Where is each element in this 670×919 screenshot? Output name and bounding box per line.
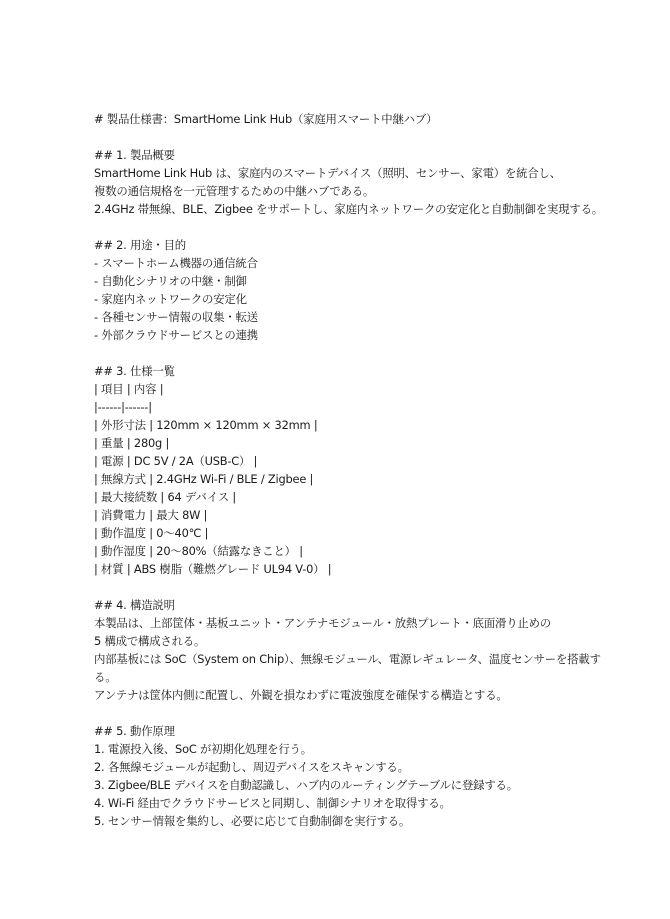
spec-table-separator: |------|------|	[94, 400, 152, 414]
spec-table-row: | 無線方式 | 2.4GHz Wi-Fi / BLE / Zigbee |	[94, 472, 314, 486]
document-body	[94, 110, 603, 830]
overview-line: 複数の通信規格を一元管理するための中継ハブである。	[94, 184, 375, 198]
spec-table-row: | 最大接続数 | 64 デバイス |	[94, 490, 237, 504]
operation-step: 2. 各無線モジュールが起動し、周辺デバイスをスキャンする。	[94, 760, 409, 774]
spec-table-header: | 項目 | 内容 |	[94, 382, 164, 396]
purpose-list-item: - スマートホーム機器の通信統合	[94, 256, 258, 270]
spec-table-row: | 材質 | ABS 樹脂（難燃グレード UL94 V-0） |	[94, 562, 332, 576]
spacer	[94, 704, 594, 722]
purpose-list-item: - 家庭内ネットワークの安定化	[94, 292, 247, 306]
spacer	[94, 344, 594, 362]
structure-line: 内部基板には SoC（System on Chip）、無線モジュール、電源レギュレータ、温度センサーを搭載す	[94, 652, 601, 666]
operation-step: 1. 電源投入後、SoC が初期化処理を行う。	[94, 742, 312, 756]
section-heading-purpose: ## 2. 用途・目的	[94, 238, 186, 252]
spec-table-row: | 動作湿度 | 20～80%（結露なきこと） |	[94, 544, 303, 558]
section-heading-overview: ## 1. 製品概要	[94, 148, 175, 162]
operation-step: 4. Wi-Fi 経由でクラウドサービスと同期し、制御シナリオを取得する。	[94, 796, 451, 810]
purpose-list-item: - 外部クラウドサービスとの連携	[94, 328, 259, 342]
structure-line: る。	[94, 670, 117, 684]
structure-line: 本製品は、上部筐体・基板ユニット・アンテナモジュール・放熱プレート・底面滑り止めの	[94, 616, 551, 630]
structure-line: 5 構成で構成される。	[94, 634, 206, 648]
spec-table-row: | 外形寸法 | 120mm × 120mm × 32mm |	[94, 418, 318, 432]
purpose-list-item: - 各種センサー情報の収集・転送	[94, 310, 259, 324]
spec-table-row: | 動作温度 | 0～40℃ |	[94, 526, 209, 540]
operation-step: 5. センサー情報を集約し、必要に応じて自動制御を実行する。	[94, 814, 411, 828]
section-heading-operation: ## 5. 動作原理	[94, 724, 175, 738]
spacer	[94, 578, 594, 596]
spec-table-row: | 電源 | DC 5V / 2A（USB-C） |	[94, 454, 258, 468]
overview-line: 2.4GHz 帯無線、BLE、Zigbee をサポートし、家庭内ネットワークの安定化と自動制御を実現する。	[94, 202, 603, 216]
spacer	[94, 218, 594, 236]
operation-step: 3. Zigbee/BLE デバイスを自動認識し、ハブ内のルーティングテーブルに登録する。	[94, 778, 518, 792]
structure-line: アンテナは筐体内側に配置し、外観を損なわずに電波強度を確保する構造とする。	[94, 688, 508, 702]
spec-table-row: | 重量 | 280g |	[94, 436, 170, 450]
purpose-list-item: - 自動化シナリオの中継・制御	[94, 274, 247, 288]
section-heading-specs: ## 3. 仕様一覧	[94, 364, 175, 378]
spacer	[94, 128, 594, 146]
overview-line: SmartHome Link Hub は、家庭内のスマートデバイス（照明、センサー、家電）を統合し、	[94, 166, 561, 180]
section-heading-structure: ## 4. 構造説明	[94, 598, 175, 612]
document-title: # 製品仕様書：SmartHome Link Hub（家庭用スマート中継ハブ）	[94, 112, 438, 126]
spec-table-row: | 消費電力 | 最大 8W |	[94, 508, 208, 522]
